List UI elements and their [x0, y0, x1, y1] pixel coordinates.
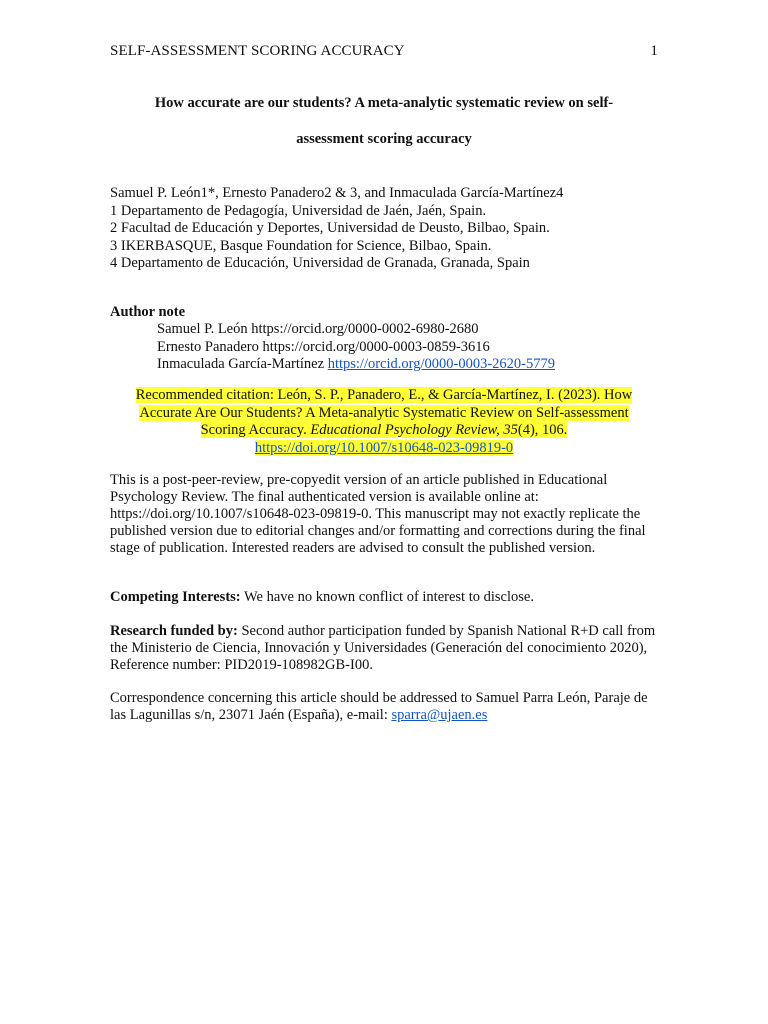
version-disclaimer: This is a post-peer-review, pre-copyedit version of an article published in Educational Psychology Review. The final authenticated version is available online at: https://doi.org/10.1007/s10648-023-09819-0. This manuscript may not exactly replicate the published version due to editorial changes and/or formatting and corrections during the final stage of publication. Interested readers are advised to consult the published version.	[110, 472, 646, 556]
citation-doi-link[interactable]: https://doi.org/10.1007/s10648-023-09819-0	[254, 439, 514, 456]
page-number: 1	[650, 43, 658, 59]
recommended-citation	[110, 387, 658, 457]
citation-line-2: Accurate Are Our Students? A Meta-analytic Systematic Review on Self-assessment	[139, 404, 629, 421]
citation-article-title-end: Scoring Accuracy.	[200, 422, 311, 438]
orcid-garcia-link[interactable]: https://orcid.org/0000-0003-2620-5779	[327, 356, 555, 372]
orcid-garcia	[157, 356, 555, 374]
paper-title	[110, 85, 658, 157]
author-block	[110, 185, 670, 273]
paper-title-line-2: assessment scoring accuracy	[296, 131, 472, 147]
author-note-heading: Author note	[110, 304, 186, 320]
running-head-title: SELF-ASSESSMENT SCORING ACCURACY	[110, 43, 405, 59]
affiliation-4: 4 Departamento de Educación, Universidad de Granada, Granada, Spain	[110, 255, 530, 271]
orcid-panadero: Ernesto Panadero https://orcid.org/0000-0003-0859-3616	[157, 338, 490, 355]
competing-interests-text: We have no known conflict of interest to disclose.	[240, 589, 534, 605]
competing-interests-label: Competing Interests:	[110, 589, 241, 605]
citation-line-1: Recommended citation: León, S. P., Panadero, E., & García-Martínez, I. (2023). How	[135, 387, 633, 403]
orcid-list	[157, 321, 555, 374]
paper-title-line-1: How accurate are our students? A meta-analytic systematic review on self-	[154, 95, 614, 111]
funding-statement	[110, 623, 658, 674]
citation-issue-pages: (4), 106.	[517, 422, 568, 438]
competing-interests	[110, 589, 658, 606]
correspondence-text: Correspondence concerning this article should be addressed to Samuel Parra León, Paraje de las Lagunillas s/n, 23071 Jaén (España), e-mail:	[110, 690, 648, 723]
citation-journal: Educational Psychology Review, 35	[310, 422, 518, 438]
funding-text: Second author participation funded by Spanish National R+D call from the Ministerio de Ciencia, Innovación y Universidades (Generación del conocimiento 2020), Reference number: PID2019-108982GB-I00.	[110, 623, 656, 673]
funding-label: Research funded by:	[110, 623, 238, 639]
citation-line-3	[201, 422, 568, 438]
affiliation-1: 1 Departamento de Pedagogía, Universidad de Jaén, Jaén, Spain.	[110, 202, 487, 219]
affiliation-3: 3 IKERBASQUE, Basque Foundation for Science, Bilbao, Spain.	[110, 237, 492, 254]
orcid-leon: Samuel P. León https://orcid.org/0000-0002-6980-2680	[157, 321, 479, 337]
orcid-garcia-name: Inmaculada García-Martínez	[157, 356, 328, 372]
affiliation-2: 2 Facultad de Educación y Deportes, Universidad de Deusto, Bilbao, Spain.	[110, 220, 550, 236]
running-head	[110, 43, 658, 60]
correspondence-email-link[interactable]: sparra@ujaen.es	[391, 707, 488, 723]
correspondence	[110, 690, 658, 724]
author-names: Samuel P. León1*, Ernesto Panadero2 & 3, and Inmaculada García-Martínez4	[110, 185, 564, 201]
